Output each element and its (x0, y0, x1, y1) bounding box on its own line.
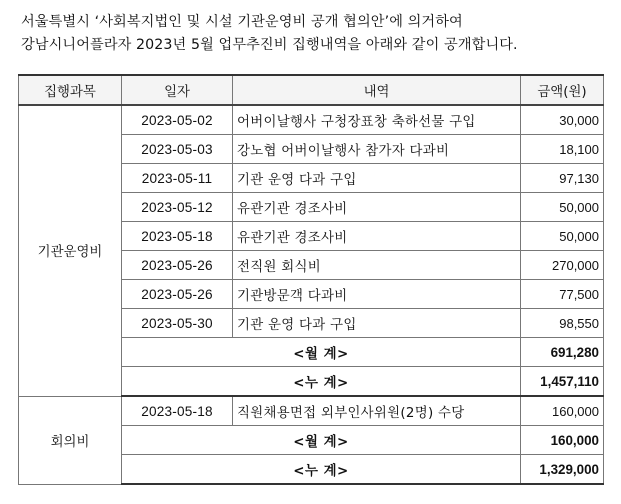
description-cell: 직원채용면접 외부인사위원(2명) 수당 (233, 396, 521, 426)
date-cell: 2023-05-12 (122, 193, 233, 222)
description-cell: 기관방문객 다과비 (233, 280, 521, 309)
table-header-row (19, 75, 604, 105)
amount-cell: 160,000 (521, 396, 604, 426)
intro-line-2: 강남시니어플라자 2023년 5월 업무추진비 집행내역을 아래와 같이 공개합니다. (21, 37, 518, 53)
description-cell: 유관기관 경조사비 (233, 193, 521, 222)
table-row (19, 396, 604, 426)
amount-cell: 18,100 (521, 135, 604, 164)
header-amount: 금액(원) (521, 75, 604, 105)
amount-cell: 270,000 (521, 251, 604, 280)
table-row (19, 105, 604, 135)
date-cell: 2023-05-03 (122, 135, 233, 164)
description-cell: 기관 운영 다과 구입 (233, 164, 521, 193)
date-cell: 2023-05-30 (122, 309, 233, 338)
monthly-total-label: <월 계> (122, 338, 521, 367)
expense-table (18, 74, 604, 485)
amount-cell: 98,550 (521, 309, 604, 338)
description-cell: 기관 운영 다과 구입 (233, 309, 521, 338)
date-cell: 2023-05-26 (122, 280, 233, 309)
date-cell: 2023-05-11 (122, 164, 233, 193)
header-description: 내역 (233, 75, 521, 105)
intro-line-1: 서울특별시 ‘사회복지법인 및 시설 기관운영비 공개 협의안’에 의거하여 (21, 14, 463, 30)
date-cell: 2023-05-18 (122, 222, 233, 251)
intro-text (21, 11, 611, 57)
amount-cell: 50,000 (521, 222, 604, 251)
monthly-total-amount: 160,000 (521, 426, 604, 455)
cumulative-total-label: <누 계> (122, 455, 521, 485)
description-cell: 강노협 어버이날행사 참가자 다과비 (233, 135, 521, 164)
header-date: 일자 (122, 75, 233, 105)
cumulative-total-label: <누 계> (122, 367, 521, 397)
monthly-total-amount: 691,280 (521, 338, 604, 367)
monthly-total-label: <월 계> (122, 426, 521, 455)
amount-cell: 50,000 (521, 193, 604, 222)
date-cell: 2023-05-26 (122, 251, 233, 280)
date-cell: 2023-05-02 (122, 105, 233, 135)
category-cell: 회의비 (19, 396, 122, 484)
date-cell: 2023-05-18 (122, 396, 233, 426)
cumulative-total-amount: 1,457,110 (521, 367, 604, 397)
header-category: 집행과목 (19, 75, 122, 105)
amount-cell: 97,130 (521, 164, 604, 193)
category-cell: 기관운영비 (19, 105, 122, 396)
description-cell: 어버이날행사 구청장표창 축하선물 구입 (233, 105, 521, 135)
cumulative-total-amount: 1,329,000 (521, 455, 604, 485)
amount-cell: 30,000 (521, 105, 604, 135)
amount-cell: 77,500 (521, 280, 604, 309)
description-cell: 유관기관 경조사비 (233, 222, 521, 251)
description-cell: 전직원 회식비 (233, 251, 521, 280)
